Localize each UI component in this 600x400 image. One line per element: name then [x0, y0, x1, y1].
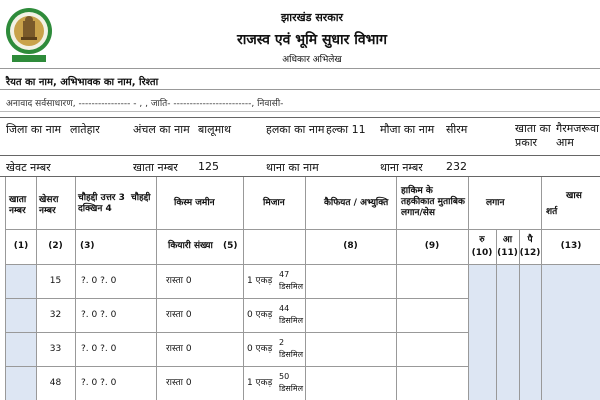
header-lagan: लगान [486, 198, 505, 208]
header-chauhaddi-2: चौहद्दी [131, 193, 151, 203]
kiyari-label: कियारी संख्या [168, 241, 213, 251]
dismil-value-cell: 50 [279, 372, 290, 381]
header-khas: खास [566, 191, 582, 201]
kism-cell: रास्ता 0 [166, 378, 192, 388]
ekad-cell: 1 एकड़ [247, 378, 273, 388]
colnum-5: (5) [223, 241, 238, 251]
khata-type-label: खाता का प्रकार [515, 122, 551, 149]
raiyat-label: रैयत का नाम, अभिभावक का नाम, रिश्ता [0, 68, 600, 90]
ekad-cell: 1 एकड़ [247, 276, 273, 286]
lagan-pai: पै [527, 235, 533, 245]
khesra-cell: 32 [49, 310, 62, 320]
halka-label: हलका का नाम [266, 123, 325, 136]
khata-no-value: 125 [198, 160, 219, 173]
header-mizan: मिजान [263, 198, 285, 208]
colnum-13: (13) [560, 241, 582, 251]
header-kaifiyat: कैफियत / अभ्युक्ति [324, 198, 389, 208]
colnum-10: (10) [471, 248, 493, 258]
header-hakim: हाकिम के तहकीकात मुताबिक लगान/सेस [401, 186, 465, 218]
district-label: जिला का नाम [6, 123, 62, 136]
ekad-cell: 0 एकड़ [247, 310, 273, 320]
department-title: राजस्व एवं भूमि सुधार विभाग [236, 32, 388, 48]
header-shart: शर्त [546, 207, 558, 217]
dismil-value-cell: 47 [279, 270, 290, 279]
khata-info-row [0, 155, 600, 177]
colnum-3: (3) [80, 241, 95, 251]
anawad-line: अनावाद सर्वसाधारण, ---------------- - , , जाति- ------------------------, निवासी- [0, 92, 600, 112]
lagan-ru: रु [479, 235, 485, 245]
khesra-cell: 48 [49, 378, 62, 388]
dismil-unit-cell: डिसमिल [279, 282, 304, 291]
row-shade-right [468, 264, 600, 400]
header-chauhaddi-1: चौहद्दी उत्तर 3 दक्खिन 4 [78, 193, 125, 214]
mauja-value: सीरम [446, 123, 468, 136]
circle-label: अंचल का नाम [133, 123, 190, 136]
chauhaddi-cell: ?. 0 ?. 0 [81, 344, 117, 354]
dismil-value-cell: 2 [279, 338, 285, 347]
dismil-value-cell: 44 [279, 304, 290, 313]
colnum-2: (2) [48, 241, 63, 251]
thana-name-label: थाना का नाम [266, 161, 319, 174]
header-khata: खाता नम्बर [9, 195, 27, 216]
circle-value: बालूमाथ [198, 123, 232, 136]
halka-value: हल्का 11 [326, 123, 366, 136]
khesra-cell: 15 [49, 276, 62, 286]
header-khesra: खेसरा नम्बर [39, 195, 59, 216]
khesra-cell: 33 [49, 344, 62, 354]
dismil-unit-cell: डिसमिल [279, 350, 304, 359]
district-value: लातेहार [70, 123, 100, 136]
dismil-unit-cell: डिसमिल [279, 384, 304, 393]
state-title: झारखंड सरकार [280, 11, 344, 24]
thana-no-label: थाना नम्बर [380, 161, 423, 174]
khewat-label: खेवट नम्बर [6, 161, 51, 174]
khata-type-value: गैरमजरूवा आम [556, 122, 599, 149]
chauhaddi-cell: ?. 0 ?. 0 [81, 378, 117, 388]
header-kism: किस्म जमीन [174, 198, 215, 208]
ekad-cell: 0 एकड़ [247, 344, 273, 354]
chauhaddi-cell: ?. 0 ?. 0 [81, 276, 117, 286]
record-table [5, 177, 600, 400]
colnum-9: (9) [424, 241, 440, 251]
colnum-12: (12) [519, 248, 541, 258]
colnum-8: (8) [343, 241, 358, 251]
khata-no-label: खाता नम्बर [133, 161, 178, 174]
location-info-row [0, 117, 600, 155]
dismil-unit-cell: डिसमिल [279, 316, 304, 325]
colnum-1: (1) [13, 241, 29, 251]
colnum-11: (11) [497, 248, 518, 258]
kism-cell: रास्ता 0 [166, 344, 192, 354]
mauja-label: मौजा का नाम [380, 123, 435, 136]
kism-cell: रास्ता 0 [166, 310, 192, 320]
lagan-aa: आ [502, 235, 513, 245]
thana-no-value: 232 [446, 160, 467, 173]
record-title: अधिकार अभिलेख [282, 55, 342, 65]
chauhaddi-cell: ?. 0 ?. 0 [81, 310, 117, 320]
kism-cell: रास्ता 0 [166, 276, 192, 286]
